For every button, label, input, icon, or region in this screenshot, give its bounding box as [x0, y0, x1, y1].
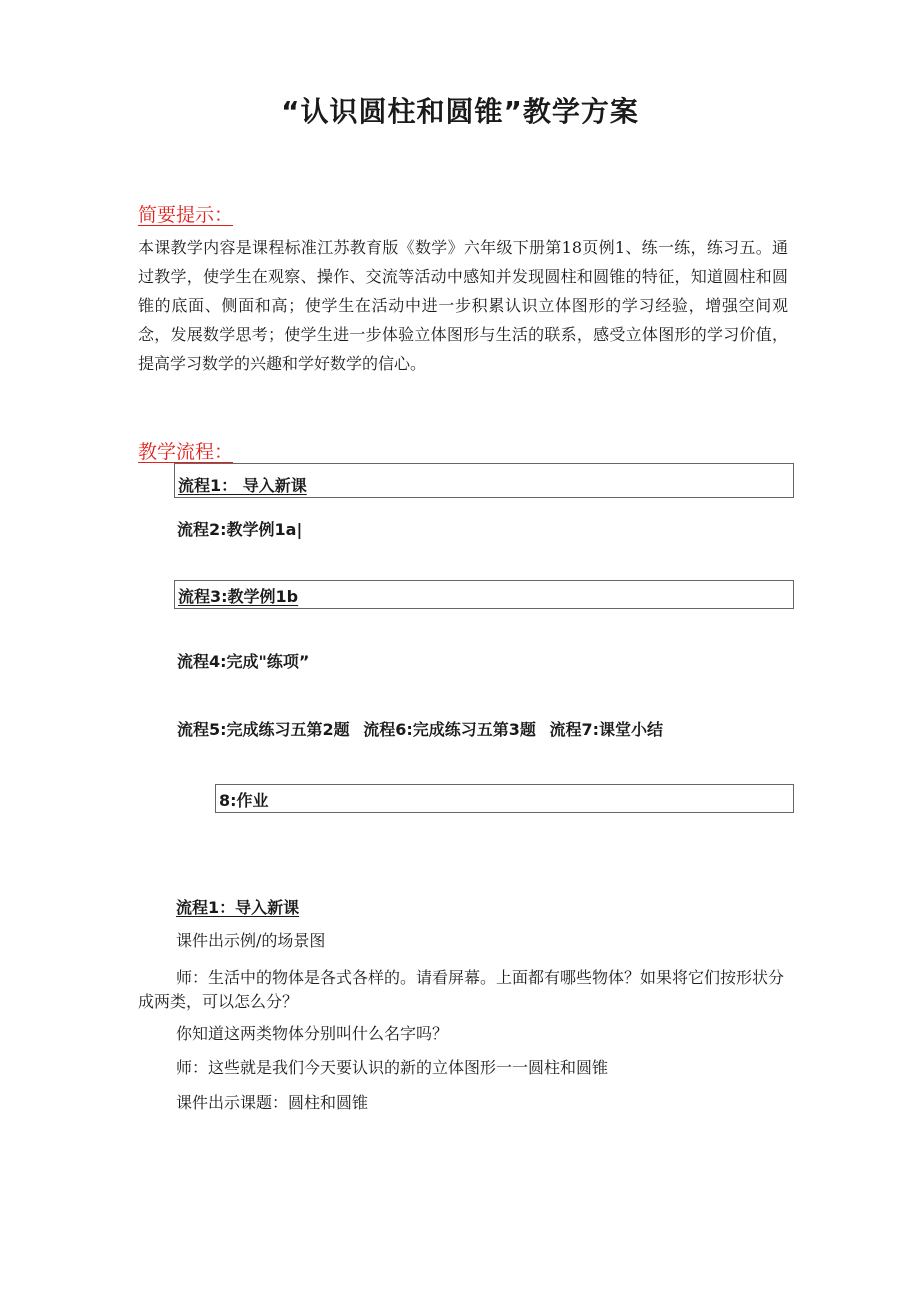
- detail-line-2: 师：生活中的物体是各式各样的。请看屏幕。上面都有哪些物体？如果将它们按形状分成两类，可以怎么分？: [138, 968, 785, 1011]
- flow-heading: 教学流程：: [138, 441, 234, 463]
- detail-heading: 流程1：导入新课: [176, 898, 300, 917]
- detail-line-4: 师：这些就是我们今天要认识的新的立体图形一一圆柱和圆锥: [176, 1058, 609, 1077]
- flow-steps-5-7: [177, 717, 671, 740]
- document-title: “认识圆柱和圆锥”教学方案: [281, 95, 639, 128]
- detail-line-5: 课件出示课题：圆柱和圆锥: [176, 1093, 369, 1112]
- summary-paragraph: 本课教学内容是课程标准江苏教育版《数学》六年级下册第18页例1、练一练，练习五。通过教学，使学生在观察、操作、交流等活动中感知并发现圆柱和圆锥的特征，知道圆柱和圆锥的底面、侧面和高；使学生在活动中进一步积累认识立体图形的学习经验，增强空间观念，发展数学思考；使学生进一步体验立体图形与生活的联系，感受立体图形的学习价值，提高学习数学的兴趣和学好数学的信心。: [138, 238, 788, 373]
- detail-line-1: 课件出示例/的场景图: [176, 931, 326, 950]
- flow-step-6: 流程6:完成练习五第3题: [363, 720, 536, 739]
- flow-step-8: 8:作业: [215, 784, 794, 813]
- flow-step-4: 流程4:完成"练项”: [177, 652, 310, 671]
- detail-line-3: 你知道这两类物体分别叫什么名字吗？: [176, 1024, 449, 1043]
- flow-step-2: 流程2:教学例1a|: [177, 520, 303, 539]
- summary-heading: 简要提示：: [138, 204, 234, 226]
- flow-step-5: 流程5:完成练习五第2题: [177, 720, 350, 739]
- flow-step-1: 流程1： 导入新课: [174, 463, 794, 498]
- flow-step-3: 流程3:教学例1b: [174, 580, 794, 609]
- flow-step-7: 流程7:课堂小结: [549, 720, 664, 739]
